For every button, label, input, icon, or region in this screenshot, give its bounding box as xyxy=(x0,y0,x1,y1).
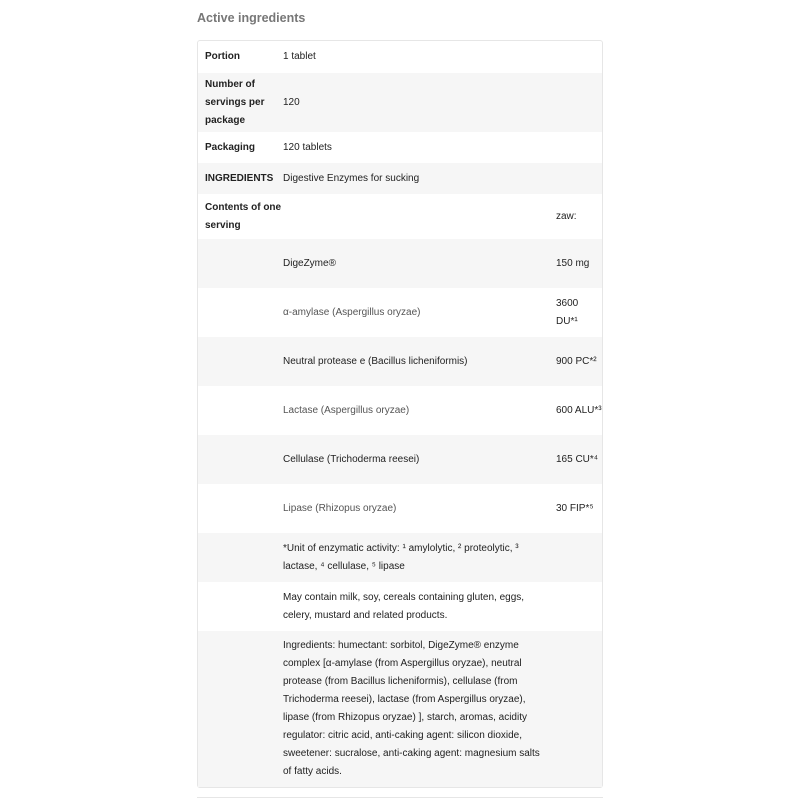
row-value: Neutral protease e (Bacillus licheniformis) xyxy=(283,355,468,367)
row-amount xyxy=(553,582,602,631)
row-amount: zaw: xyxy=(556,210,577,222)
row-label xyxy=(198,288,283,337)
table-row xyxy=(198,631,602,787)
table-row xyxy=(198,337,602,386)
row-value: DigeZyme® xyxy=(283,257,336,269)
row-value: Digestive Enzymes for sucking xyxy=(283,172,420,184)
table-row xyxy=(198,73,602,132)
table-row xyxy=(198,435,602,484)
row-amount: 165 CU*⁴ xyxy=(556,453,599,465)
row-amount: 150 mg xyxy=(556,257,590,269)
row-value: Cellulase (Trichoderma reesei) xyxy=(283,453,420,465)
row-label xyxy=(198,631,283,787)
row-value: Lactase (Aspergillus oryzae) xyxy=(283,404,410,416)
table-row xyxy=(198,533,602,582)
row-label xyxy=(198,435,283,484)
row-amount: 3600 DU*¹ xyxy=(556,297,579,327)
table-row xyxy=(198,288,602,337)
table-row xyxy=(198,386,602,435)
row-amount xyxy=(553,41,602,73)
row-value xyxy=(283,194,553,239)
row-amount xyxy=(553,73,602,132)
row-label: Contents of one serving xyxy=(205,201,282,231)
row-label xyxy=(198,582,283,631)
row-label xyxy=(198,386,283,435)
row-label xyxy=(198,533,283,582)
row-amount: 30 FIP*⁵ xyxy=(556,502,594,514)
row-label: Packaging xyxy=(205,141,256,153)
row-value: Ingredients: humectant: sorbitol, DigeZyme® enzyme complex [α-amylase (from Aspergillus oryzae), neutral protease (from Bacillus licheniformis), cellulase (from Trichoderma reesei), lactase (from Aspergillus oryzae), lipase (from Rhizopus oryzae) ], starch, aromas, acidity regulator: citric acid, anti-caking agent: silicon dioxide, sweetener: sucralose, anti-caking agent: magnesium salts of fatty acids. xyxy=(283,640,540,777)
section-title: Active ingredients xyxy=(197,11,306,25)
row-label: INGREDIENTS xyxy=(205,172,274,184)
row-label: Portion xyxy=(205,51,240,62)
row-value: May contain milk, soy, cereals containing gluten, eggs, celery, mustard and related products. xyxy=(283,591,525,621)
row-amount: 600 ALU*³ xyxy=(556,404,602,416)
row-label: Number of servings per package xyxy=(205,78,265,126)
table-row xyxy=(198,239,602,288)
row-amount xyxy=(553,533,602,582)
divider xyxy=(197,797,603,798)
table-row xyxy=(198,484,602,533)
row-amount: 900 PC*² xyxy=(556,355,597,367)
row-amount xyxy=(553,631,602,787)
table-row xyxy=(198,582,602,631)
table-row xyxy=(198,132,602,163)
row-value: Lipase (Rhizopus oryzae) xyxy=(283,502,397,514)
row-amount xyxy=(553,132,602,163)
table-row xyxy=(198,194,602,239)
table-row xyxy=(198,163,602,194)
row-amount xyxy=(553,163,602,194)
row-label xyxy=(198,239,283,288)
row-value: 120 tablets xyxy=(283,141,332,153)
table-row xyxy=(198,41,602,73)
ingredients-table xyxy=(197,40,603,788)
row-value: α-amylase (Aspergillus oryzae) xyxy=(283,306,421,318)
row-value: 1 tablet xyxy=(283,51,316,62)
row-value: *Unit of enzymatic activity: ¹ amylolytic, ² proteolytic, ³ lactase, ⁴ cellulase, ⁵ lipase xyxy=(283,542,519,572)
row-label xyxy=(198,337,283,386)
row-value: 120 xyxy=(283,96,300,108)
row-label xyxy=(198,484,283,533)
